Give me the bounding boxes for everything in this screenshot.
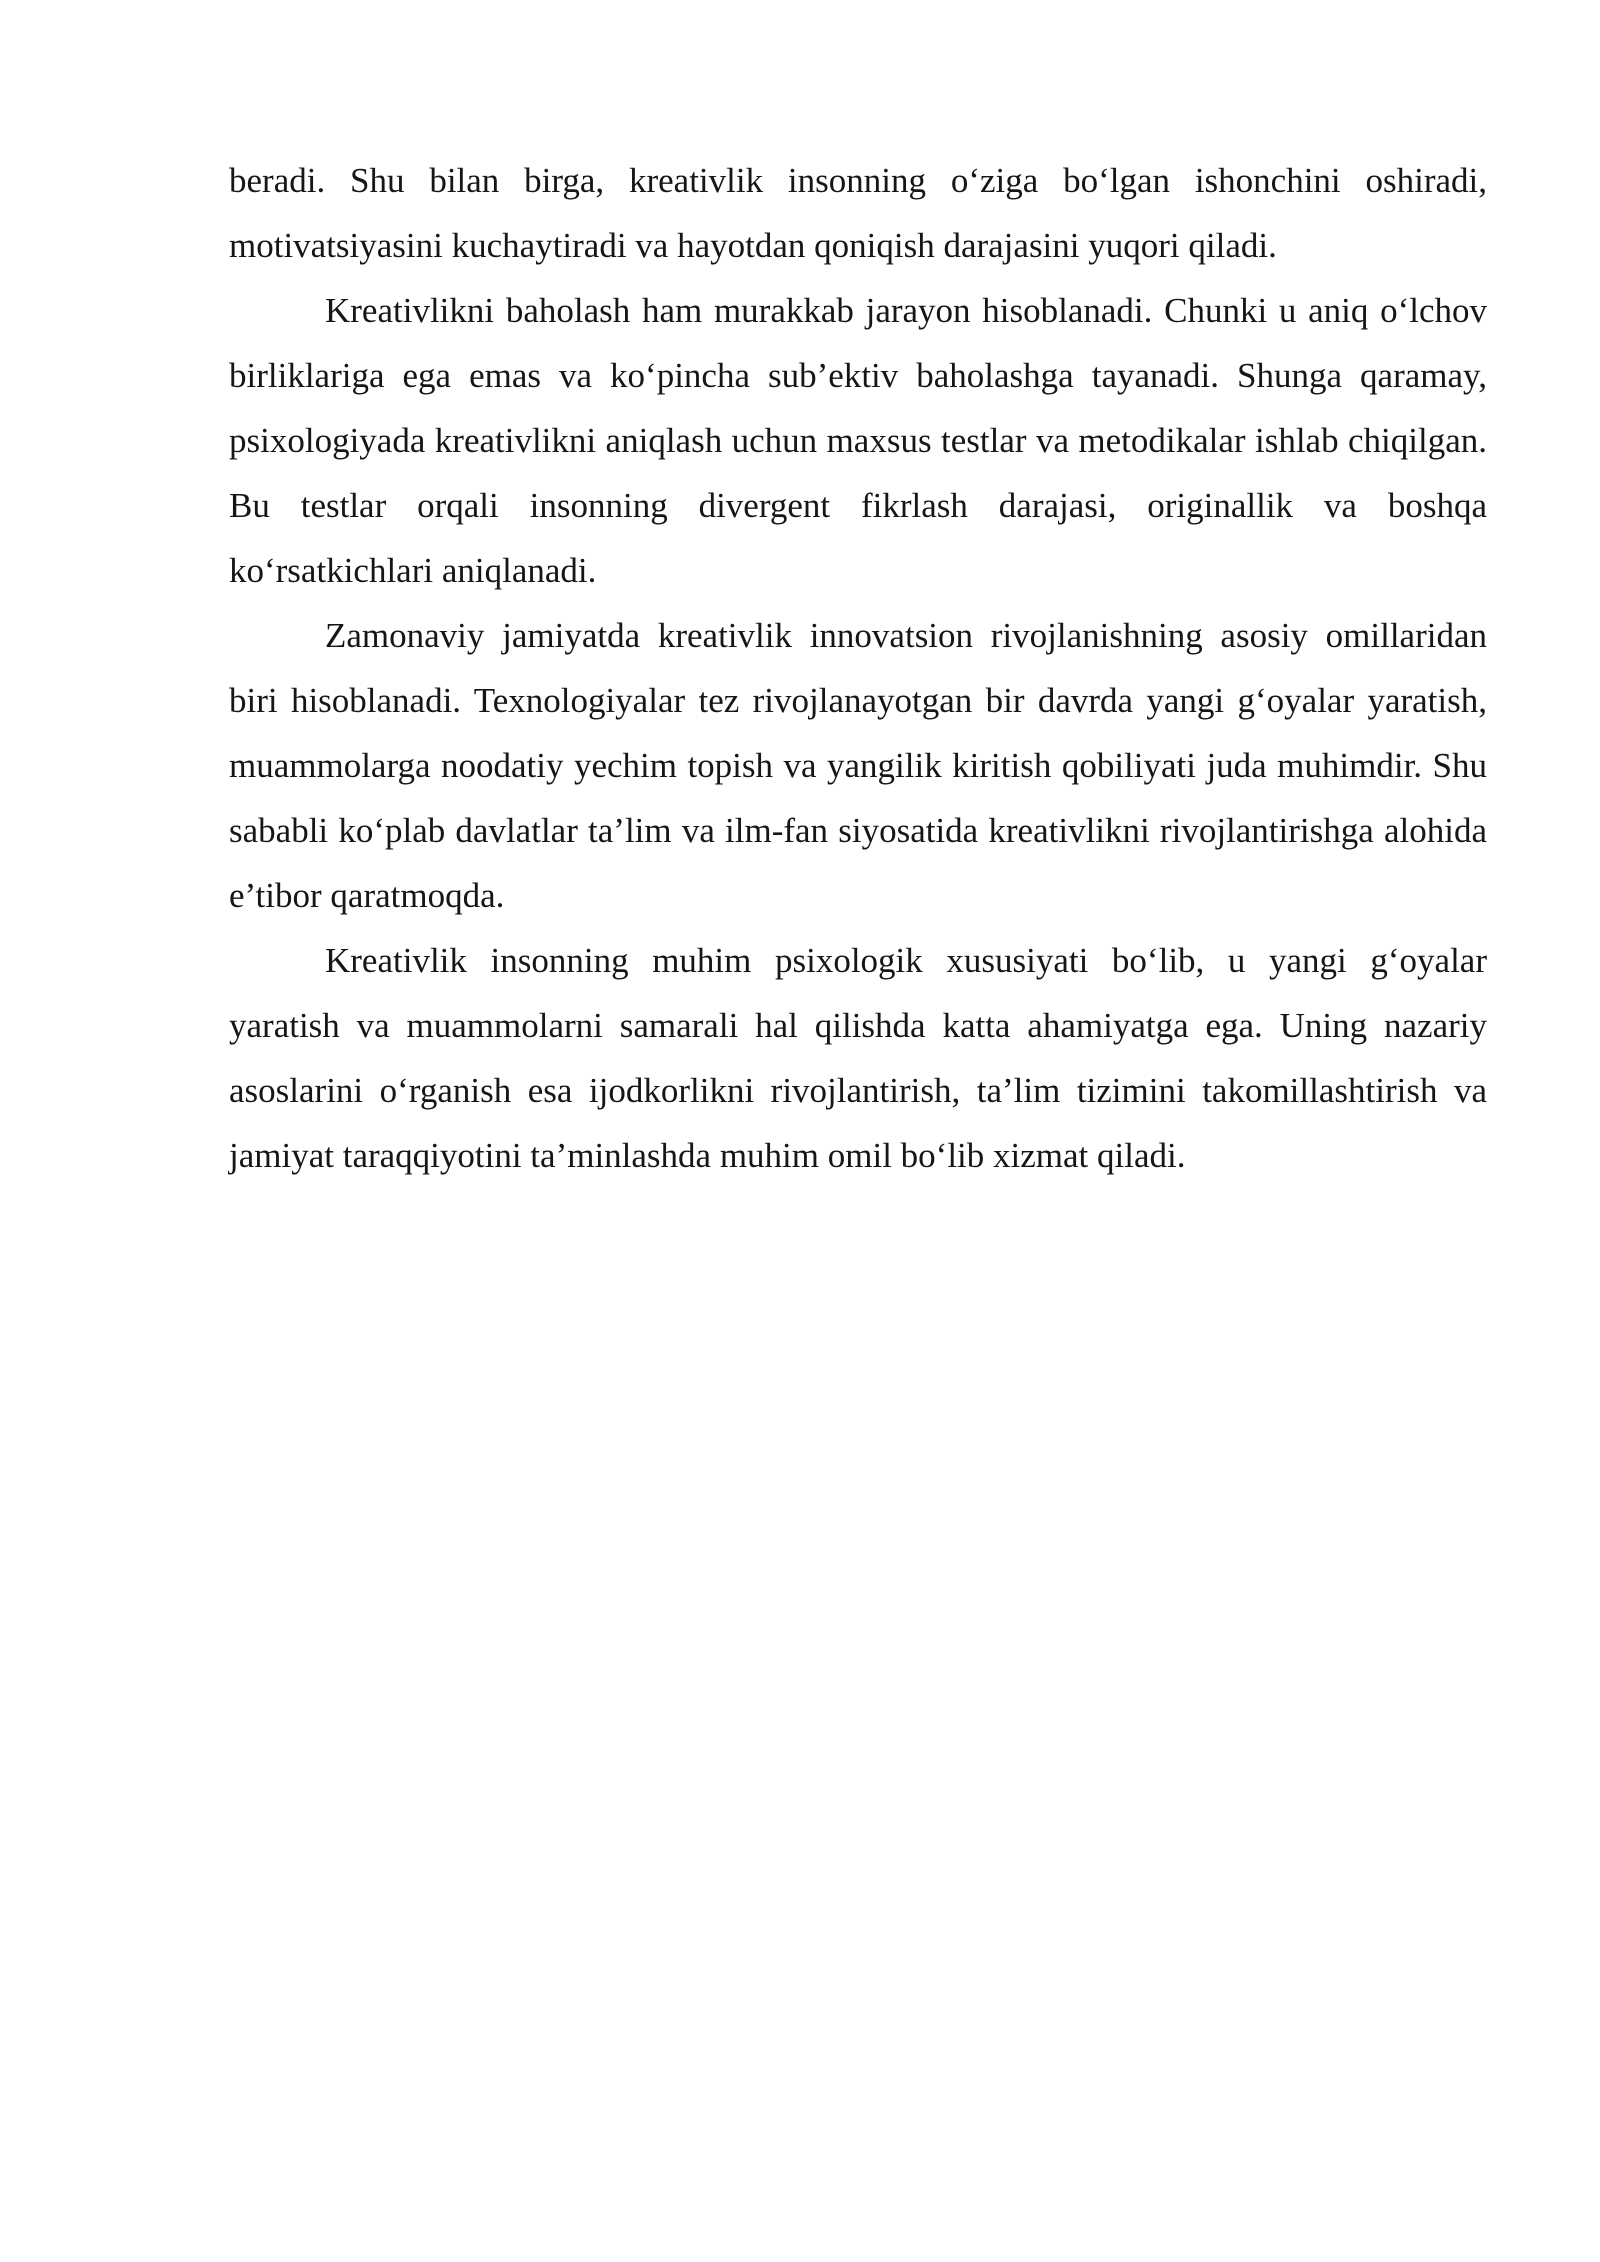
paragraph-continuation: beradi. Shu bilan birga, kreativlik insonning o‘ziga bo‘lgan ishonchini oshiradi, motivatsiyasini kuchaytiradi va hayotdan qoniqish darajasini yuqori qiladi. [229,161,1487,265]
document-body [229,148,1487,1188]
paragraph-creativity-assessment: Kreativlikni baholash ham murakkab jarayon hisoblanadi. Chunki u aniq o‘lchov birliklariga ega emas va ko‘pincha sub’ektiv baholashga tayanadi. Shunga qaramay, psixologiyada kreativlikni aniqlash uchun maxsus testlar va metodikalar ishlab chiqilgan. Bu testlar orqali insonning divergent fikrlash darajasi, originallik va boshqa ko‘rsatkichlari aniqlanadi. [229,291,1487,590]
paragraph-conclusion: Kreativlik insonning muhim psixologik xususiyati bo‘lib, u yangi g‘oyalar yaratish va muammolarni samarali hal qilishda katta ahamiyatga ega. Uning nazariy asoslarini o‘rganish esa ijodkorlikni rivojlantirish, ta’lim tizimini takomillashtirish va jamiyat taraqqiyotini ta’minlashda muhim omil bo‘lib xizmat qiladi. [229,941,1487,1175]
paragraph-modern-society: Zamonaviy jamiyatda kreativlik innovatsion rivojlanishning asosiy omillaridan biri hisoblanadi. Texnologiyalar tez rivojlanayotgan bir davrda yangi g‘oyalar yaratish, muammolarga noodatiy yechim topish va yangilik kiritish qobiliyati juda muhimdir. Shu sababli ko‘plab davlatlar ta’lim va ilm-fan siyosatida kreativlikni rivojlantirishga alohida e’tibor qaratmoqda. [229,616,1487,915]
